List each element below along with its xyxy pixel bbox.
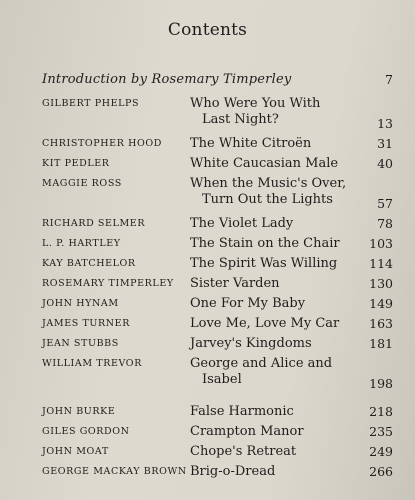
entry-author: RICHARD SELMER <box>42 218 146 229</box>
entry-title <box>190 236 340 252</box>
entry-author: GILBERT PHELPS <box>42 98 140 109</box>
entry-page-number: 130 <box>369 276 393 291</box>
entry-author: GILES GORDON <box>42 426 130 437</box>
entry-page-number: 149 <box>369 296 393 311</box>
entry-title-line: Crampton Manor <box>190 424 304 439</box>
entry-title <box>190 356 332 388</box>
entry-page-number: 249 <box>369 444 393 459</box>
entry-title-line: Who Were You With <box>190 96 321 111</box>
entry-title <box>190 256 337 272</box>
entry-title-line: Brig-o-Dread <box>190 464 276 479</box>
entry-page-number: 181 <box>369 336 393 351</box>
entry-author: KAY BATCHELOR <box>42 258 136 269</box>
entry-author: JAMES TURNER <box>42 318 130 329</box>
entry-page-number: 266 <box>369 464 393 479</box>
entry-title <box>190 424 304 440</box>
entry-title-line: Love Me, Love My Car <box>190 316 340 331</box>
entry-page-number: 114 <box>369 256 393 271</box>
entry-title <box>190 216 293 232</box>
entry-title-line: White Caucasian Male <box>190 156 339 171</box>
entry-author: ROSEMARY TIMPERLEY <box>42 278 174 289</box>
entry-page-number: 78 <box>377 216 393 231</box>
entry-title-line: George and Alice and <box>190 356 333 371</box>
entry-title <box>190 276 280 292</box>
entry-page-number: 103 <box>369 236 393 251</box>
entry-title-line: The Stain on the Chair <box>190 236 340 251</box>
entry-title <box>190 464 275 480</box>
entry-author: JOHN HYNAM <box>42 298 119 309</box>
entry-title-line: When the Music's Over, <box>190 176 347 191</box>
entry-title-line: Last Night? <box>202 112 279 127</box>
entry-title-line: Sister Varden <box>190 276 280 291</box>
entry-page-number: 13 <box>377 116 393 131</box>
entry-title-line: Chope's Retreat <box>190 444 297 459</box>
entry-title <box>190 96 320 128</box>
entry-page-number: 198 <box>369 376 393 391</box>
page-title: Contents <box>167 20 248 40</box>
entry-author: CHRISTOPHER HOOD <box>42 138 162 149</box>
entry-page-number: 235 <box>369 424 393 439</box>
entry-title-line: Jarvey's Kingdoms <box>190 336 312 351</box>
entry-author: MAGGIE ROSS <box>42 178 122 189</box>
entry-title <box>190 136 311 152</box>
introduction-page-number: 7 <box>385 72 393 87</box>
entry-title-line: Isabel <box>202 372 242 387</box>
entry-page-number: 163 <box>369 316 393 331</box>
entry-title <box>190 404 294 420</box>
entry-page-number: 218 <box>369 404 393 419</box>
entry-title <box>190 336 312 352</box>
entry-title-line: The Violet Lady <box>190 216 294 231</box>
entry-title <box>190 156 338 172</box>
entry-title <box>190 176 346 208</box>
entry-page-number: 40 <box>377 156 393 171</box>
entry-title <box>190 296 305 312</box>
entry-title <box>190 444 296 460</box>
entry-page-number: 31 <box>377 136 393 151</box>
entry-title-line: The White Citroën <box>190 136 312 151</box>
entry-author: KIT PEDLER <box>42 158 110 169</box>
entry-author: JOHN MOAT <box>42 446 109 457</box>
entry-author: JEAN STUBBS <box>42 338 119 349</box>
entry-title-line: False Harmonic <box>190 404 294 419</box>
entry-title-line: Turn Out the Lights <box>202 192 333 207</box>
entry-author: GEORGE MACKAY BROWN <box>42 466 187 477</box>
entry-author: JOHN BURKE <box>42 406 116 417</box>
introduction-label: Introduction by Rosemary Timperley <box>42 72 292 87</box>
entry-title <box>190 316 339 332</box>
entry-author: L. P. HARTLEY <box>42 238 121 249</box>
entry-title-line: One For My Baby <box>190 296 306 311</box>
entry-author: WILLIAM TREVOR <box>42 358 142 369</box>
entry-title-line: The Spirit Was Willing <box>190 256 338 271</box>
entry-page-number: 57 <box>377 196 393 211</box>
